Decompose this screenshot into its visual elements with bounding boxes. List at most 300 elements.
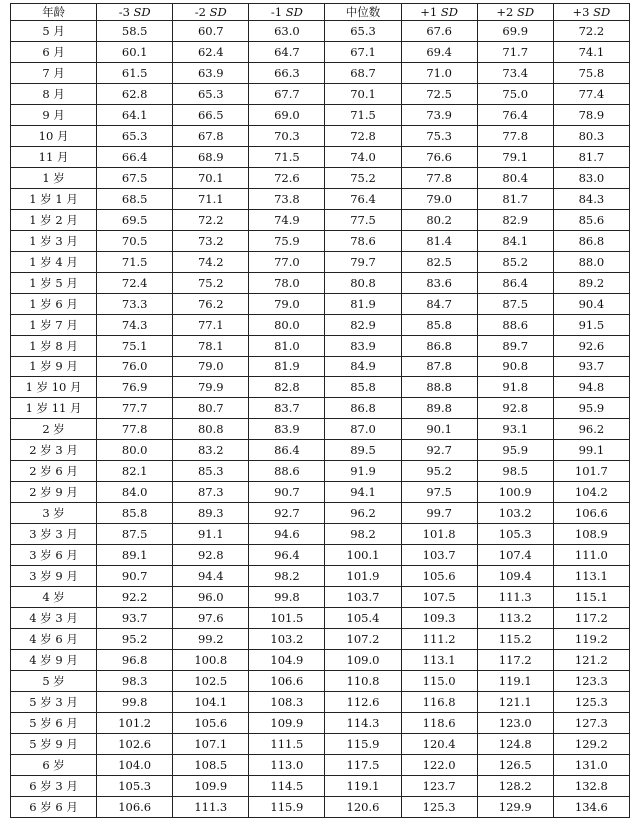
value-cell-minus-3-sd: 101.2 xyxy=(97,712,173,733)
column-header-text: -1 xyxy=(270,5,286,19)
value-cell-plus-1-sd: 87.8 xyxy=(401,356,477,377)
value-cell-plus-3-sd: 121.2 xyxy=(553,650,629,671)
value-cell-plus-3-sd: 106.6 xyxy=(553,503,629,524)
value-cell-minus-1-sd: 63.0 xyxy=(249,21,325,42)
value-cell-plus-3-sd: 84.3 xyxy=(553,188,629,209)
value-cell-plus-1-sd: 101.8 xyxy=(401,524,477,545)
column-header-text: +1 xyxy=(420,5,441,19)
column-header-text: -3 xyxy=(118,5,134,19)
age-cell: 6 月 xyxy=(11,41,97,62)
value-cell-plus-2-sd: 107.4 xyxy=(477,545,553,566)
value-cell-minus-3-sd: 106.6 xyxy=(97,796,173,817)
value-cell-minus-1-sd: 96.4 xyxy=(249,545,325,566)
value-cell-plus-3-sd: 93.7 xyxy=(553,356,629,377)
value-cell-plus-2-sd: 69.9 xyxy=(477,21,553,42)
value-cell-median: 115.9 xyxy=(325,733,401,754)
value-cell-plus-2-sd: 75.0 xyxy=(477,83,553,104)
value-cell-minus-3-sd: 87.5 xyxy=(97,524,173,545)
value-cell-minus-2-sd: 74.2 xyxy=(173,251,249,272)
value-cell-median: 77.5 xyxy=(325,209,401,230)
table-header-row xyxy=(11,4,630,21)
table-row xyxy=(11,21,630,42)
value-cell-minus-1-sd: 75.9 xyxy=(249,230,325,251)
value-cell-median: 96.2 xyxy=(325,503,401,524)
value-cell-median: 82.9 xyxy=(325,314,401,335)
value-cell-plus-1-sd: 77.8 xyxy=(401,167,477,188)
value-cell-minus-1-sd: 98.2 xyxy=(249,566,325,587)
value-cell-minus-2-sd: 89.3 xyxy=(173,503,249,524)
column-header-text: 年龄 xyxy=(42,5,66,19)
age-cell: 4 岁 xyxy=(11,587,97,608)
value-cell-plus-2-sd: 80.4 xyxy=(477,167,553,188)
value-cell-plus-2-sd: 73.4 xyxy=(477,62,553,83)
column-header-minus-1-sd xyxy=(249,4,325,21)
value-cell-plus-1-sd: 113.1 xyxy=(401,650,477,671)
table-row xyxy=(11,524,630,545)
value-cell-minus-3-sd: 105.3 xyxy=(97,775,173,796)
value-cell-minus-2-sd: 63.9 xyxy=(173,62,249,83)
value-cell-plus-3-sd: 131.0 xyxy=(553,754,629,775)
value-cell-median: 80.8 xyxy=(325,272,401,293)
value-cell-minus-2-sd: 60.7 xyxy=(173,21,249,42)
table-row xyxy=(11,712,630,733)
value-cell-minus-2-sd: 99.2 xyxy=(173,629,249,650)
value-cell-minus-3-sd: 77.8 xyxy=(97,419,173,440)
table-row xyxy=(11,398,630,419)
age-cell: 1 岁 xyxy=(11,167,97,188)
value-cell-minus-3-sd: 75.1 xyxy=(97,335,173,356)
value-cell-plus-3-sd: 92.6 xyxy=(553,335,629,356)
age-cell: 2 岁 3 月 xyxy=(11,440,97,461)
value-cell-plus-1-sd: 69.4 xyxy=(401,41,477,62)
value-cell-minus-1-sd: 86.4 xyxy=(249,440,325,461)
value-cell-minus-1-sd: 70.3 xyxy=(249,125,325,146)
value-cell-plus-3-sd: 123.3 xyxy=(553,671,629,692)
age-cell: 1 岁 4 月 xyxy=(11,251,97,272)
table-row xyxy=(11,146,630,167)
value-cell-plus-3-sd: 119.2 xyxy=(553,629,629,650)
value-cell-minus-2-sd: 96.0 xyxy=(173,587,249,608)
age-cell: 3 岁 xyxy=(11,503,97,524)
column-header-text: 中位数 xyxy=(345,5,381,19)
value-cell-minus-1-sd: 72.6 xyxy=(249,167,325,188)
age-cell: 1 岁 8 月 xyxy=(11,335,97,356)
value-cell-minus-2-sd: 62.4 xyxy=(173,41,249,62)
table-row xyxy=(11,629,630,650)
value-cell-median: 70.1 xyxy=(325,83,401,104)
value-cell-plus-1-sd: 97.5 xyxy=(401,482,477,503)
value-cell-minus-2-sd: 94.4 xyxy=(173,566,249,587)
value-cell-plus-1-sd: 111.2 xyxy=(401,629,477,650)
value-cell-minus-1-sd: 83.7 xyxy=(249,398,325,419)
value-cell-minus-1-sd: 77.0 xyxy=(249,251,325,272)
value-cell-minus-2-sd: 80.8 xyxy=(173,419,249,440)
table-row xyxy=(11,419,630,440)
age-cell: 1 岁 11 月 xyxy=(11,398,97,419)
age-cell: 10 月 xyxy=(11,125,97,146)
value-cell-median: 87.0 xyxy=(325,419,401,440)
value-cell-plus-2-sd: 79.1 xyxy=(477,146,553,167)
value-cell-plus-3-sd: 74.1 xyxy=(553,41,629,62)
value-cell-plus-1-sd: 90.1 xyxy=(401,419,477,440)
value-cell-minus-2-sd: 65.3 xyxy=(173,83,249,104)
value-cell-minus-3-sd: 92.2 xyxy=(97,587,173,608)
value-cell-plus-2-sd: 103.2 xyxy=(477,503,553,524)
value-cell-plus-3-sd: 85.6 xyxy=(553,209,629,230)
value-cell-minus-3-sd: 70.5 xyxy=(97,230,173,251)
value-cell-median: 107.2 xyxy=(325,629,401,650)
value-cell-minus-2-sd: 66.5 xyxy=(173,104,249,125)
table-row xyxy=(11,461,630,482)
age-cell: 5 岁 6 月 xyxy=(11,712,97,733)
value-cell-median: 112.6 xyxy=(325,692,401,713)
value-cell-minus-2-sd: 104.1 xyxy=(173,692,249,713)
value-cell-minus-1-sd: 81.0 xyxy=(249,335,325,356)
table-row xyxy=(11,733,630,754)
column-header-text: -2 xyxy=(194,5,210,19)
value-cell-minus-3-sd: 85.8 xyxy=(97,503,173,524)
value-cell-plus-2-sd: 93.1 xyxy=(477,419,553,440)
table-row xyxy=(11,188,630,209)
value-cell-plus-2-sd: 98.5 xyxy=(477,461,553,482)
value-cell-median: 98.2 xyxy=(325,524,401,545)
value-cell-minus-2-sd: 108.5 xyxy=(173,754,249,775)
value-cell-plus-2-sd: 119.1 xyxy=(477,671,553,692)
value-cell-plus-3-sd: 111.0 xyxy=(553,545,629,566)
column-header-sd: SD xyxy=(285,5,303,19)
age-cell: 5 岁 xyxy=(11,671,97,692)
value-cell-minus-1-sd: 90.7 xyxy=(249,482,325,503)
value-cell-minus-1-sd: 79.0 xyxy=(249,293,325,314)
value-cell-median: 68.7 xyxy=(325,62,401,83)
value-cell-median: 120.6 xyxy=(325,796,401,817)
value-cell-minus-3-sd: 65.3 xyxy=(97,125,173,146)
value-cell-plus-2-sd: 105.3 xyxy=(477,524,553,545)
age-cell: 1 岁 5 月 xyxy=(11,272,97,293)
age-cell: 2 岁 xyxy=(11,419,97,440)
age-cell: 3 岁 3 月 xyxy=(11,524,97,545)
value-cell-minus-2-sd: 79.9 xyxy=(173,377,249,398)
value-cell-plus-2-sd: 90.8 xyxy=(477,356,553,377)
value-cell-minus-1-sd: 99.8 xyxy=(249,587,325,608)
value-cell-median: 84.9 xyxy=(325,356,401,377)
column-header-minus-2-sd xyxy=(173,4,249,21)
value-cell-median: 74.0 xyxy=(325,146,401,167)
value-cell-minus-3-sd: 62.8 xyxy=(97,83,173,104)
value-cell-plus-3-sd: 95.9 xyxy=(553,398,629,419)
table-row xyxy=(11,440,630,461)
value-cell-plus-3-sd: 77.4 xyxy=(553,83,629,104)
column-header-plus-3-sd xyxy=(553,4,629,21)
value-cell-plus-1-sd: 99.7 xyxy=(401,503,477,524)
table-row xyxy=(11,41,630,62)
value-cell-plus-3-sd: 83.0 xyxy=(553,167,629,188)
table-row xyxy=(11,545,630,566)
value-cell-median: 110.8 xyxy=(325,671,401,692)
table-row xyxy=(11,293,630,314)
table-row xyxy=(11,230,630,251)
value-cell-plus-2-sd: 91.8 xyxy=(477,377,553,398)
value-cell-median: 81.9 xyxy=(325,293,401,314)
value-cell-minus-3-sd: 95.2 xyxy=(97,629,173,650)
value-cell-minus-2-sd: 92.8 xyxy=(173,545,249,566)
table-row xyxy=(11,503,630,524)
value-cell-minus-2-sd: 78.1 xyxy=(173,335,249,356)
value-cell-minus-1-sd: 106.6 xyxy=(249,671,325,692)
column-header-minus-3-sd xyxy=(97,4,173,21)
value-cell-minus-3-sd: 84.0 xyxy=(97,482,173,503)
table-body xyxy=(11,21,630,818)
value-cell-minus-3-sd: 74.3 xyxy=(97,314,173,335)
column-header-sd: SD xyxy=(209,5,227,19)
value-cell-plus-2-sd: 128.2 xyxy=(477,775,553,796)
age-cell: 1 岁 10 月 xyxy=(11,377,97,398)
value-cell-minus-1-sd: 109.9 xyxy=(249,712,325,733)
value-cell-median: 89.5 xyxy=(325,440,401,461)
value-cell-plus-1-sd: 92.7 xyxy=(401,440,477,461)
value-cell-plus-3-sd: 99.1 xyxy=(553,440,629,461)
value-cell-plus-1-sd: 71.0 xyxy=(401,62,477,83)
value-cell-minus-2-sd: 75.2 xyxy=(173,272,249,293)
table-row xyxy=(11,104,630,125)
value-cell-plus-3-sd: 90.4 xyxy=(553,293,629,314)
value-cell-median: 117.5 xyxy=(325,754,401,775)
value-cell-median: 114.3 xyxy=(325,712,401,733)
value-cell-median: 76.4 xyxy=(325,188,401,209)
age-cell: 1 岁 2 月 xyxy=(11,209,97,230)
value-cell-plus-2-sd: 77.8 xyxy=(477,125,553,146)
value-cell-minus-3-sd: 71.5 xyxy=(97,251,173,272)
age-cell: 1 岁 3 月 xyxy=(11,230,97,251)
value-cell-minus-1-sd: 115.9 xyxy=(249,796,325,817)
value-cell-minus-2-sd: 83.2 xyxy=(173,440,249,461)
value-cell-minus-1-sd: 67.7 xyxy=(249,83,325,104)
age-cell: 4 岁 3 月 xyxy=(11,608,97,629)
value-cell-plus-2-sd: 85.2 xyxy=(477,251,553,272)
value-cell-minus-3-sd: 76.0 xyxy=(97,356,173,377)
age-cell: 3 岁 9 月 xyxy=(11,566,97,587)
value-cell-minus-3-sd: 69.5 xyxy=(97,209,173,230)
age-cell: 11 月 xyxy=(11,146,97,167)
table-row xyxy=(11,692,630,713)
value-cell-minus-3-sd: 98.3 xyxy=(97,671,173,692)
value-cell-minus-2-sd: 105.6 xyxy=(173,712,249,733)
growth-standard-table xyxy=(10,3,630,818)
table-row xyxy=(11,272,630,293)
value-cell-plus-1-sd: 109.3 xyxy=(401,608,477,629)
table-row xyxy=(11,314,630,335)
value-cell-plus-2-sd: 86.4 xyxy=(477,272,553,293)
value-cell-minus-3-sd: 93.7 xyxy=(97,608,173,629)
value-cell-plus-1-sd: 84.7 xyxy=(401,293,477,314)
value-cell-minus-3-sd: 89.1 xyxy=(97,545,173,566)
value-cell-plus-2-sd: 88.6 xyxy=(477,314,553,335)
value-cell-plus-3-sd: 129.2 xyxy=(553,733,629,754)
value-cell-plus-3-sd: 132.8 xyxy=(553,775,629,796)
value-cell-median: 94.1 xyxy=(325,482,401,503)
value-cell-plus-3-sd: 94.8 xyxy=(553,377,629,398)
value-cell-minus-1-sd: 83.9 xyxy=(249,419,325,440)
value-cell-plus-3-sd: 115.1 xyxy=(553,587,629,608)
value-cell-minus-2-sd: 68.9 xyxy=(173,146,249,167)
value-cell-median: 75.2 xyxy=(325,167,401,188)
value-cell-minus-1-sd: 82.8 xyxy=(249,377,325,398)
table-row xyxy=(11,566,630,587)
value-cell-plus-3-sd: 91.5 xyxy=(553,314,629,335)
value-cell-minus-1-sd: 81.9 xyxy=(249,356,325,377)
value-cell-median: 119.1 xyxy=(325,775,401,796)
value-cell-plus-1-sd: 88.8 xyxy=(401,377,477,398)
value-cell-plus-3-sd: 125.3 xyxy=(553,692,629,713)
value-cell-plus-2-sd: 100.9 xyxy=(477,482,553,503)
value-cell-plus-2-sd: 124.8 xyxy=(477,733,553,754)
value-cell-minus-2-sd: 73.2 xyxy=(173,230,249,251)
value-cell-plus-2-sd: 117.2 xyxy=(477,650,553,671)
value-cell-minus-3-sd: 58.5 xyxy=(97,21,173,42)
value-cell-plus-1-sd: 79.0 xyxy=(401,188,477,209)
value-cell-plus-2-sd: 121.1 xyxy=(477,692,553,713)
value-cell-plus-2-sd: 109.4 xyxy=(477,566,553,587)
age-cell: 4 岁 9 月 xyxy=(11,650,97,671)
value-cell-plus-1-sd: 122.0 xyxy=(401,754,477,775)
age-cell: 8 月 xyxy=(11,83,97,104)
value-cell-plus-1-sd: 95.2 xyxy=(401,461,477,482)
value-cell-plus-3-sd: 75.8 xyxy=(553,62,629,83)
age-cell: 1 岁 7 月 xyxy=(11,314,97,335)
value-cell-minus-1-sd: 92.7 xyxy=(249,503,325,524)
value-cell-plus-2-sd: 71.7 xyxy=(477,41,553,62)
age-cell: 4 岁 6 月 xyxy=(11,629,97,650)
value-cell-minus-1-sd: 88.6 xyxy=(249,461,325,482)
value-cell-median: 109.0 xyxy=(325,650,401,671)
value-cell-minus-3-sd: 68.5 xyxy=(97,188,173,209)
age-cell: 1 岁 1 月 xyxy=(11,188,97,209)
table-row xyxy=(11,356,630,377)
value-cell-plus-1-sd: 89.8 xyxy=(401,398,477,419)
value-cell-plus-3-sd: 117.2 xyxy=(553,608,629,629)
table-row xyxy=(11,83,630,104)
table-row xyxy=(11,608,630,629)
value-cell-minus-1-sd: 114.5 xyxy=(249,775,325,796)
column-header-sd: SD xyxy=(593,5,611,19)
table-row xyxy=(11,125,630,146)
table-row xyxy=(11,377,630,398)
value-cell-plus-2-sd: 92.8 xyxy=(477,398,553,419)
value-cell-minus-2-sd: 91.1 xyxy=(173,524,249,545)
value-cell-minus-1-sd: 71.5 xyxy=(249,146,325,167)
age-cell: 5 岁 9 月 xyxy=(11,733,97,754)
value-cell-median: 101.9 xyxy=(325,566,401,587)
value-cell-minus-2-sd: 79.0 xyxy=(173,356,249,377)
table-row xyxy=(11,482,630,503)
value-cell-plus-1-sd: 82.5 xyxy=(401,251,477,272)
table-row xyxy=(11,587,630,608)
value-cell-plus-2-sd: 76.4 xyxy=(477,104,553,125)
value-cell-plus-1-sd: 105.6 xyxy=(401,566,477,587)
value-cell-median: 86.8 xyxy=(325,398,401,419)
value-cell-minus-2-sd: 72.2 xyxy=(173,209,249,230)
value-cell-plus-2-sd: 111.3 xyxy=(477,587,553,608)
value-cell-minus-2-sd: 67.8 xyxy=(173,125,249,146)
value-cell-plus-2-sd: 89.7 xyxy=(477,335,553,356)
value-cell-median: 67.1 xyxy=(325,41,401,62)
value-cell-median: 91.9 xyxy=(325,461,401,482)
table-row xyxy=(11,754,630,775)
value-cell-plus-1-sd: 120.4 xyxy=(401,733,477,754)
value-cell-plus-1-sd: 125.3 xyxy=(401,796,477,817)
column-header-text: +3 xyxy=(572,5,594,19)
value-cell-median: 105.4 xyxy=(325,608,401,629)
column-header-median xyxy=(325,4,401,21)
value-cell-median: 65.3 xyxy=(325,21,401,42)
value-cell-plus-1-sd: 107.5 xyxy=(401,587,477,608)
value-cell-median: 83.9 xyxy=(325,335,401,356)
value-cell-minus-3-sd: 64.1 xyxy=(97,104,173,125)
table-row xyxy=(11,167,630,188)
value-cell-minus-2-sd: 109.9 xyxy=(173,775,249,796)
age-cell: 5 岁 3 月 xyxy=(11,692,97,713)
value-cell-plus-1-sd: 72.5 xyxy=(401,83,477,104)
value-cell-median: 103.7 xyxy=(325,587,401,608)
value-cell-median: 71.5 xyxy=(325,104,401,125)
value-cell-minus-3-sd: 90.7 xyxy=(97,566,173,587)
age-cell: 3 岁 6 月 xyxy=(11,545,97,566)
value-cell-minus-1-sd: 64.7 xyxy=(249,41,325,62)
value-cell-plus-1-sd: 83.6 xyxy=(401,272,477,293)
value-cell-minus-2-sd: 97.6 xyxy=(173,608,249,629)
value-cell-minus-1-sd: 111.5 xyxy=(249,733,325,754)
value-cell-minus-1-sd: 80.0 xyxy=(249,314,325,335)
value-cell-plus-3-sd: 101.7 xyxy=(553,461,629,482)
value-cell-plus-3-sd: 81.7 xyxy=(553,146,629,167)
value-cell-plus-2-sd: 84.1 xyxy=(477,230,553,251)
value-cell-minus-2-sd: 77.1 xyxy=(173,314,249,335)
value-cell-plus-1-sd: 75.3 xyxy=(401,125,477,146)
value-cell-plus-1-sd: 86.8 xyxy=(401,335,477,356)
value-cell-plus-3-sd: 72.2 xyxy=(553,21,629,42)
value-cell-minus-1-sd: 94.6 xyxy=(249,524,325,545)
value-cell-plus-2-sd: 113.2 xyxy=(477,608,553,629)
value-cell-plus-3-sd: 86.8 xyxy=(553,230,629,251)
table-row xyxy=(11,62,630,83)
value-cell-minus-3-sd: 104.0 xyxy=(97,754,173,775)
value-cell-minus-2-sd: 100.8 xyxy=(173,650,249,671)
value-cell-plus-2-sd: 81.7 xyxy=(477,188,553,209)
value-cell-minus-2-sd: 71.1 xyxy=(173,188,249,209)
value-cell-minus-1-sd: 103.2 xyxy=(249,629,325,650)
value-cell-minus-3-sd: 99.8 xyxy=(97,692,173,713)
value-cell-plus-1-sd: 118.6 xyxy=(401,712,477,733)
value-cell-minus-1-sd: 69.0 xyxy=(249,104,325,125)
value-cell-minus-3-sd: 102.6 xyxy=(97,733,173,754)
age-cell: 5 月 xyxy=(11,21,97,42)
value-cell-median: 72.8 xyxy=(325,125,401,146)
value-cell-minus-2-sd: 85.3 xyxy=(173,461,249,482)
value-cell-plus-1-sd: 103.7 xyxy=(401,545,477,566)
value-cell-plus-1-sd: 73.9 xyxy=(401,104,477,125)
value-cell-plus-1-sd: 85.8 xyxy=(401,314,477,335)
value-cell-median: 85.8 xyxy=(325,377,401,398)
age-cell: 2 岁 9 月 xyxy=(11,482,97,503)
value-cell-plus-1-sd: 115.0 xyxy=(401,671,477,692)
value-cell-minus-2-sd: 102.5 xyxy=(173,671,249,692)
value-cell-median: 79.7 xyxy=(325,251,401,272)
age-cell: 2 岁 6 月 xyxy=(11,461,97,482)
value-cell-plus-1-sd: 123.7 xyxy=(401,775,477,796)
column-header-plus-2-sd xyxy=(477,4,553,21)
value-cell-minus-3-sd: 72.4 xyxy=(97,272,173,293)
value-cell-plus-1-sd: 116.8 xyxy=(401,692,477,713)
